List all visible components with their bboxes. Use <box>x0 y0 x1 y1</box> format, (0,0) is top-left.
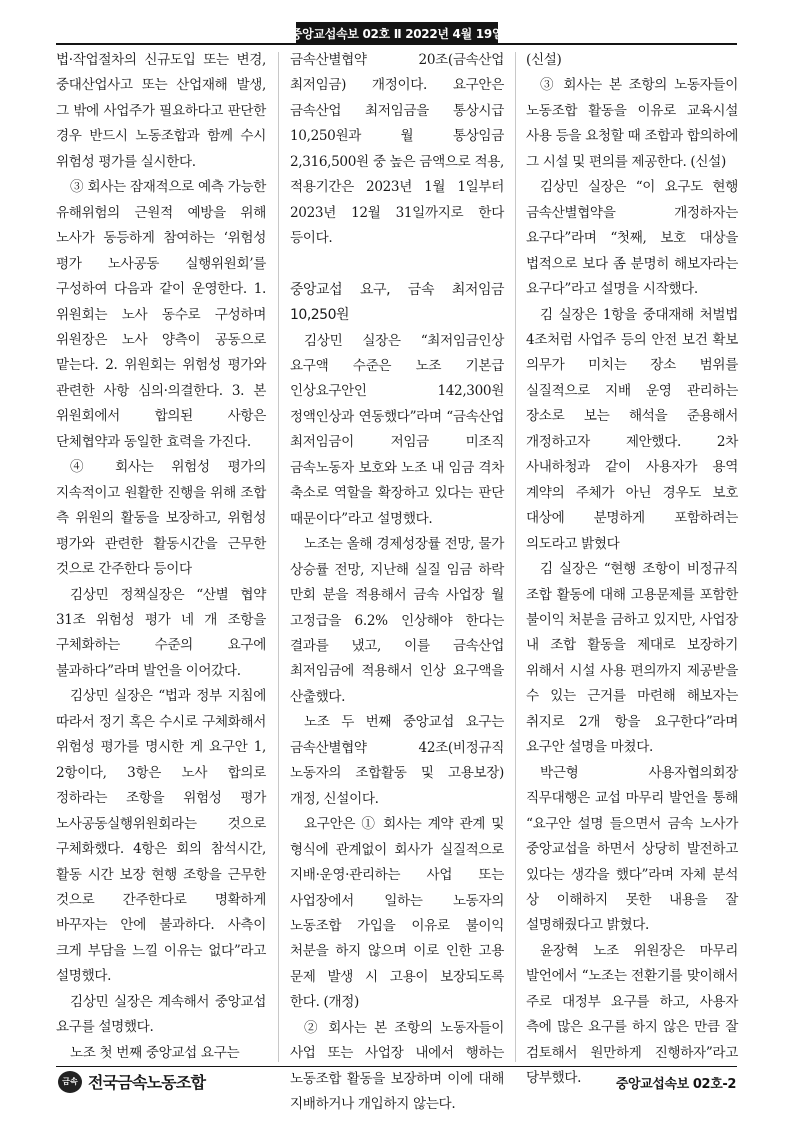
header-rule <box>56 43 737 45</box>
paragraph: 노조는 올해 경제성장률 전망, 물가 상승률 전망, 지난해 실질 임금 하락 만회 분을 적용해서 금속 사업장 월 고정급을 6.2% 인상해야 한다는 결과를 냈고, 이를 금속산업 최저임금에 적용해서 인상 요구액을 산출했다. <box>290 536 504 705</box>
paragraph: 요구안은 ① 회사는 계약 관계 및 형식에 관계없이 회사가 실질적으로 지배·운영·관리하는 사업 또는 사업장에서 일하는 노동자의 노동조합 가입을 이유로 불이익 처분을 하지 않으며 이로 인한 고용 문제 발생 시 고용이 보장되도록 한다. (개정) <box>290 816 504 1011</box>
paragraph: ② 회사는 본 조항의 노동자들이 사업 또는 사업장 내에서 행하는 노동조합 활동을 보장하며 이에 대해 지배하거나 개입하지 않는다. <box>290 1019 504 1113</box>
paragraph: 김상민 실장은 “이 요구도 현행 금속산별협약을 개정하자는 요구다”라며 “첫째, 보호 대상을 법적으로 보다 좀 분명히 해보자라는 요구다”라고 설명을 시작했다. <box>526 179 738 298</box>
paragraph: 박근형 사용자협의회장 직무대행은 교섭 마무리 발언을 통해 “요구안 설명 들으면서 금속 노사가 중앙교섭을 하면서 상당히 발전하고 있다는 생각을 했다”라며 자체 분석 상 이해하지 못한 내용을 잘 설명해줬다고 밝혔다. <box>526 764 738 934</box>
paragraph: 노조 두 번째 중앙교섭 요구는 금속산별협약 42조(비정규직 노동자의 조합활동 및 고용보장) 개정, 신설이다. <box>290 714 504 807</box>
page-header-title: 중앙교섭속보 02호 Ⅱ 2022년 4월 19일 <box>296 22 498 44</box>
paragraph: 김상민 실장은 “최저임금인상 요구액 수준은 노조 기본급 인상요구안인 142,300원 정액인상과 연동했다”라며 “금속산업 최저임금이 저임금 미조직 금속노동자 보호와 노조 내 임금 격차 축소로 역할을 확장하고 있다는 판단 때문이다”라고 설명했다. <box>290 332 504 527</box>
paragraph: 김상민 실장은 “법과 정부 지침에 따라서 정기 혹은 수시로 구체화해서 위험성 평가를 명시한 게 요구안 1, 2항이다, 3항은 노사 합의로 정하라는 조항을 위험성 평가 노사공동실행위원회라는 것으로 구체화했다. 4항은 회의 참석시간, 활동 시간 보장 현행 조항을 근무한 것으로 간주한다로 명확하게 바꾸자는 안에 불과하다. 사측이 크게 부담을 느낄 이유는 없다”라고 설명했다. <box>56 688 266 985</box>
paragraph: ③ 회사는 잠재적으로 예측 가능한 유해위험의 근원적 예방을 위해 노사가 동등하게 참여하는 ‘위험성 평가 노사공동 실행위원회’를 구성하여 다음과 같이 운영한다. 1. 위원회는 노사 동수로 구성하며 위원장은 노사 양측이 공동으로 맡는다. 2. 위원회는 위험성 평가와 관련한 사항 심의·의결한다. 3. 본 위원회에서 합의된 사항은 단체협약과 동일한 효력을 가진다. <box>56 179 266 450</box>
paragraph: ④ 회사는 위험성 평가의 지속적이고 원활한 진행을 위해 조합 측 위원의 활동을 보장하고, 위험성 평가와 관련한 활동시간을 근무한 것으로 간주한다 등이다 <box>56 459 266 578</box>
paragraph: 법·작업절차의 신규도입 또는 변경, 중대산업사고 또는 산업재해 발생, 그 밖에 사업주가 필요하다고 판단한 경우 반드시 노동조합과 함께 수시 위험성 평가를 실시한다. <box>56 52 266 170</box>
footer-rule <box>56 1066 737 1067</box>
paragraph: 노조 첫 번째 중앙교섭 요구는 <box>70 1044 240 1061</box>
footer-logo <box>58 1070 205 1093</box>
article-column-3 <box>526 48 738 1092</box>
paragraph: 김 실장은 “현행 조항이 비정규직 조합 활동에 대해 고용문제를 포함한 불이익 처분을 금하고 있지만, 사업장 내 조합 활동을 제대로 보장하기 위해서 시설 사용 편의까지 제공받을 수 있는 근거를 마련해 해보자는 취지로 2개 항을 요구한다”라며 요구안 설명을 마쳤다. <box>526 561 738 756</box>
article-column-1 <box>56 48 266 1066</box>
paragraph: ③ 회사는 본 조항의 노동자들이 노동조합 활동을 이유로 교육시설 사용 등을 요청할 때 조합과 합의하에 그 시설 및 편의를 제공한다. (신설) <box>526 77 738 170</box>
paragraph: 김 실장은 1항을 중대재해 처벌법 4조처럼 사업주 등의 안전 보건 확보 의무가 미치는 장소 범위를 실질적으로 지배 운영 관리하는 장소로 보는 해석을 준용해서 개정하고자 제안했다. 2차 사내하청과 같이 사용자가 용역 계약의 주체가 아닌 경우도 보호 대상에 분명하게 포함하려는 의도라고 밝혔다 <box>526 306 738 552</box>
section-heading: 중앙교섭 요구, 금속 최저임금 10,250원 <box>290 281 504 324</box>
article-column-2 <box>290 48 504 1118</box>
union-logo-icon: 금속 <box>58 1071 82 1093</box>
paragraph: (신설) <box>526 52 562 68</box>
column-divider <box>278 52 279 1062</box>
paragraph: 윤장혁 노조 위원장은 마무리 발언에서 “노조는 전환기를 맞이해서 주로 대정부 요구를 하고, 사용자 측에 많은 요구를 하지 않은 만큼 잘 검토해서 원만하게 진행하자”라고 당부했다. <box>526 942 738 1087</box>
paragraph: 금속산별협약 20조(금속산업 최저임금) 개정이다. 요구안은 금속산업 최저임금을 통상시급 10,250원과 월 통상임금 2,316,500원 중 높은 금액으로 적용, 적용기간은 2023년 1월 1일부터 2023년 12월 31일까지로 한다 등이다. <box>290 52 504 247</box>
paragraph: 김상민 정책실장은 “산별 협약 31조 위험성 평가 네 개 조항을 구체화하는 수준의 요구에 불과하다”라며 발언을 이어갔다. <box>56 586 266 679</box>
paragraph: 김상민 실장은 계속해서 중앙교섭 요구를 설명했다. <box>56 993 266 1036</box>
footer-org-name: 전국금속노동조합 <box>88 1073 206 1092</box>
footer-page-label: 중앙교섭속보 02호-2 <box>615 1077 736 1092</box>
column-divider <box>515 52 516 1062</box>
paragraph-gap <box>290 252 504 278</box>
